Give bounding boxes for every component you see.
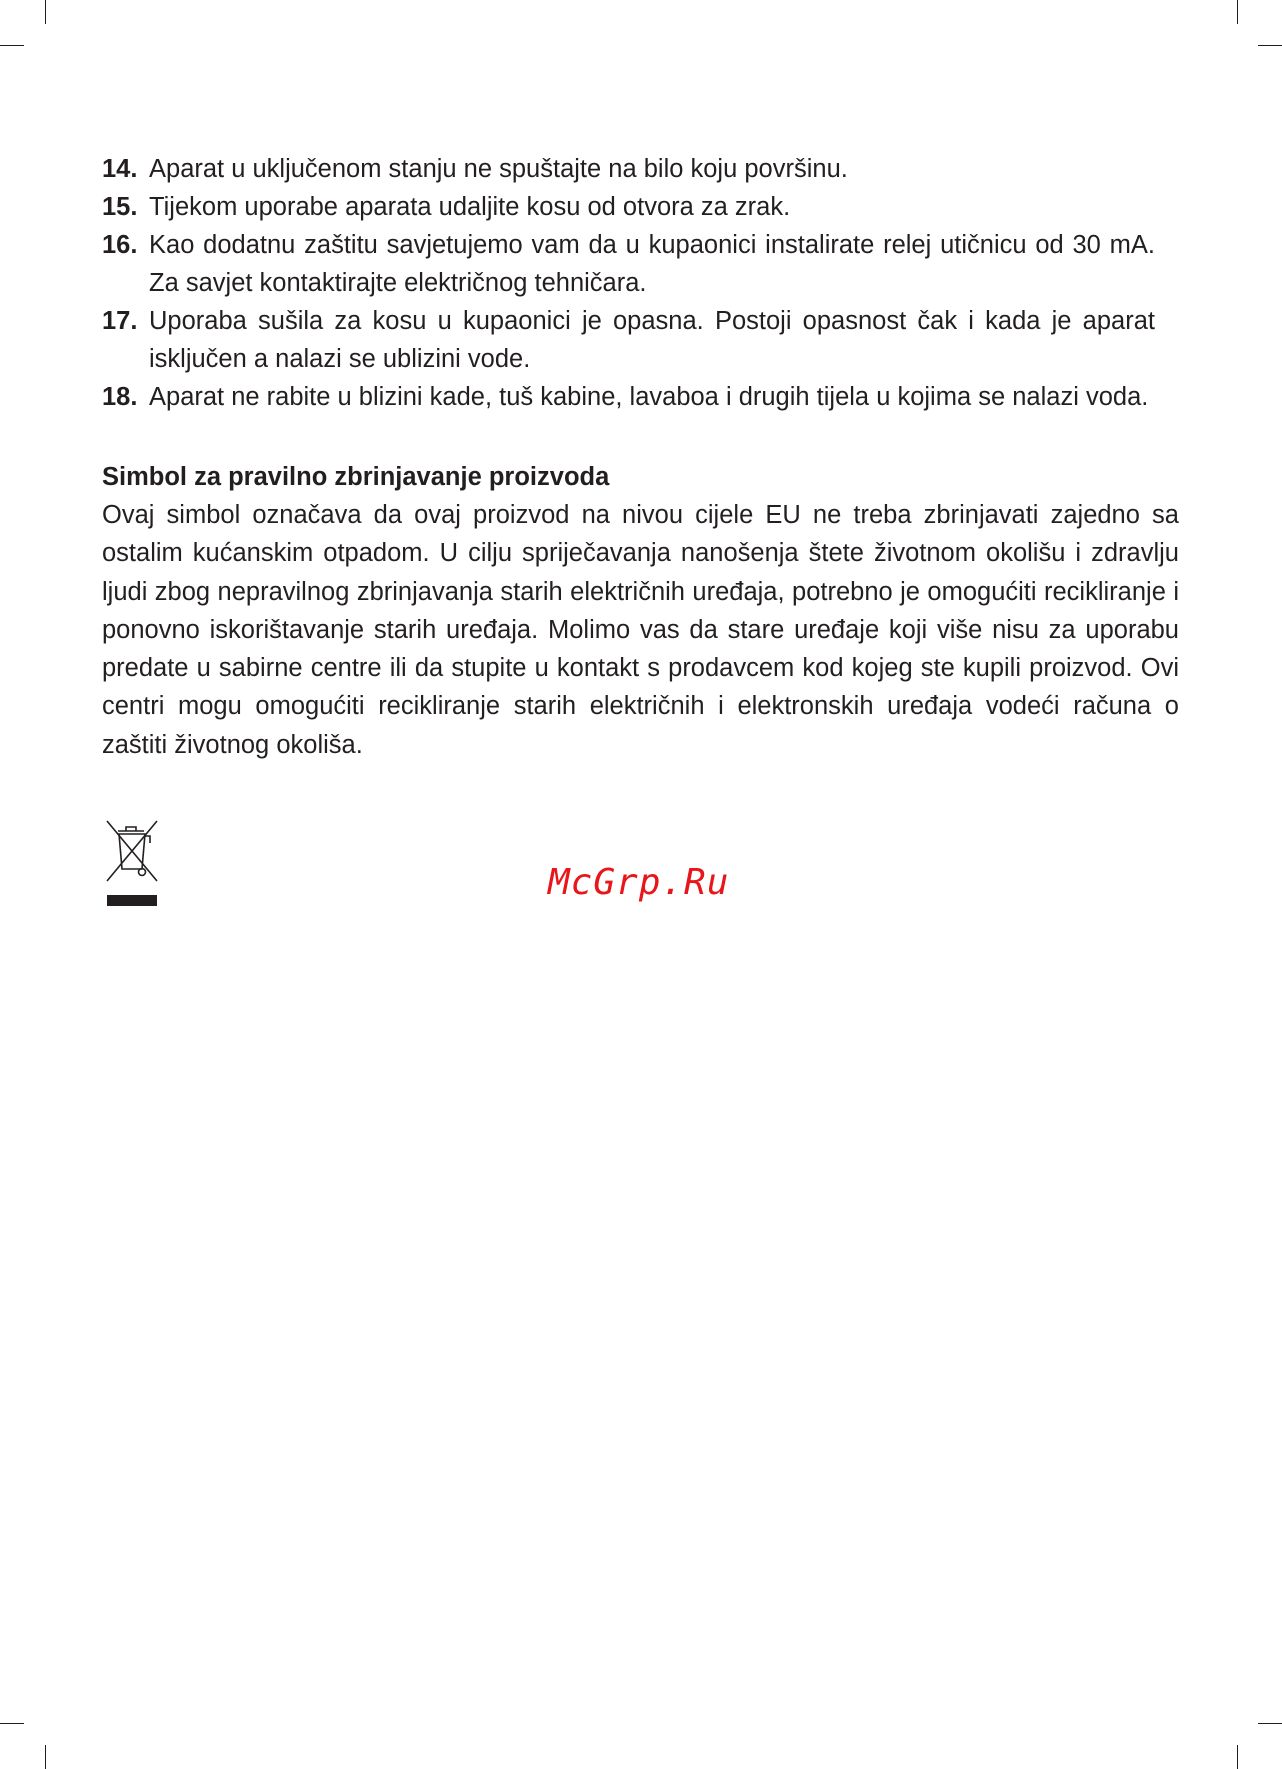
item-number: 15. xyxy=(102,193,138,221)
crop-mark-bottom-right xyxy=(1237,1745,1238,1769)
safety-instructions-list xyxy=(102,150,1179,416)
item-text: Uporaba sušila za kosu u kupaonici je opasna. Postoji opasnost čak i kada je aparat isključen a nalazi se ublizini vode. xyxy=(149,307,1155,373)
item-number: 17. xyxy=(102,307,138,335)
list-item xyxy=(102,150,1179,188)
crop-mark-top-left xyxy=(45,0,46,24)
crop-mark-bottom-left-h xyxy=(0,1723,24,1724)
item-text: Aparat u uključenom stanju ne spuštajte na bilo koju površinu. xyxy=(149,155,848,183)
crop-mark-bottom-right-h xyxy=(1258,1723,1282,1724)
crop-mark-top-right-h xyxy=(1258,45,1282,46)
crop-mark-top-left-h xyxy=(0,45,24,46)
list-item xyxy=(102,302,1179,378)
disposal-paragraph: Ovaj simbol označava da ovaj proizvod na nivou cijele EU ne treba zbrinjavati zajedno sa ostalim kućanskim otpadom. U cilju spriječavanja nanošenja štete životnom okolišu i zdravlju ljudi zbog nepravilnog zbrinjavanja starih električnih uređaja, potrebno je omogućiti recikliranje i ponovno iskorištavanje starih uređaja. Molimo vas da stare uređaje koji više nisu za uporabu predate u sabirne centre ili da stupite u kontakt s prodavcem kod kojeg ste kupili proizvod. Ovi centri mogu omogućiti recikliranje starih električnih i elektronskih uređaja vodeći računa o zaštiti životnog okoliša. xyxy=(102,501,1179,759)
list-item xyxy=(102,188,1179,226)
list-item xyxy=(102,226,1179,302)
crop-mark-top-right xyxy=(1237,0,1238,24)
list-item xyxy=(102,378,1179,416)
item-number: 18. xyxy=(102,383,138,411)
crop-mark-bottom-left xyxy=(45,1745,46,1769)
page-content xyxy=(102,150,1179,764)
item-text: Tijekom uporabe aparata udaljite kosu od otvora za zrak. xyxy=(149,193,791,221)
disposal-heading: Simbol za pravilno zbrinjavanje proizvoda xyxy=(102,463,610,491)
item-number: 16. xyxy=(102,231,138,259)
item-number: 14. xyxy=(102,155,138,183)
crossed-out-wheelie-bin-icon xyxy=(104,819,160,907)
watermark: McGrp.Ru xyxy=(548,862,730,903)
item-text: Aparat ne rabite u blizini kade, tuš kabine, lavaboa i drugih tijela u kojima se nalazi voda. xyxy=(149,383,1149,411)
item-text: Kao dodatnu zaštitu savjetujemo vam da u kupaonici instalirate relej utičnicu od 30 mA. Za savjet kontaktirajte električnog tehničara. xyxy=(149,231,1155,297)
